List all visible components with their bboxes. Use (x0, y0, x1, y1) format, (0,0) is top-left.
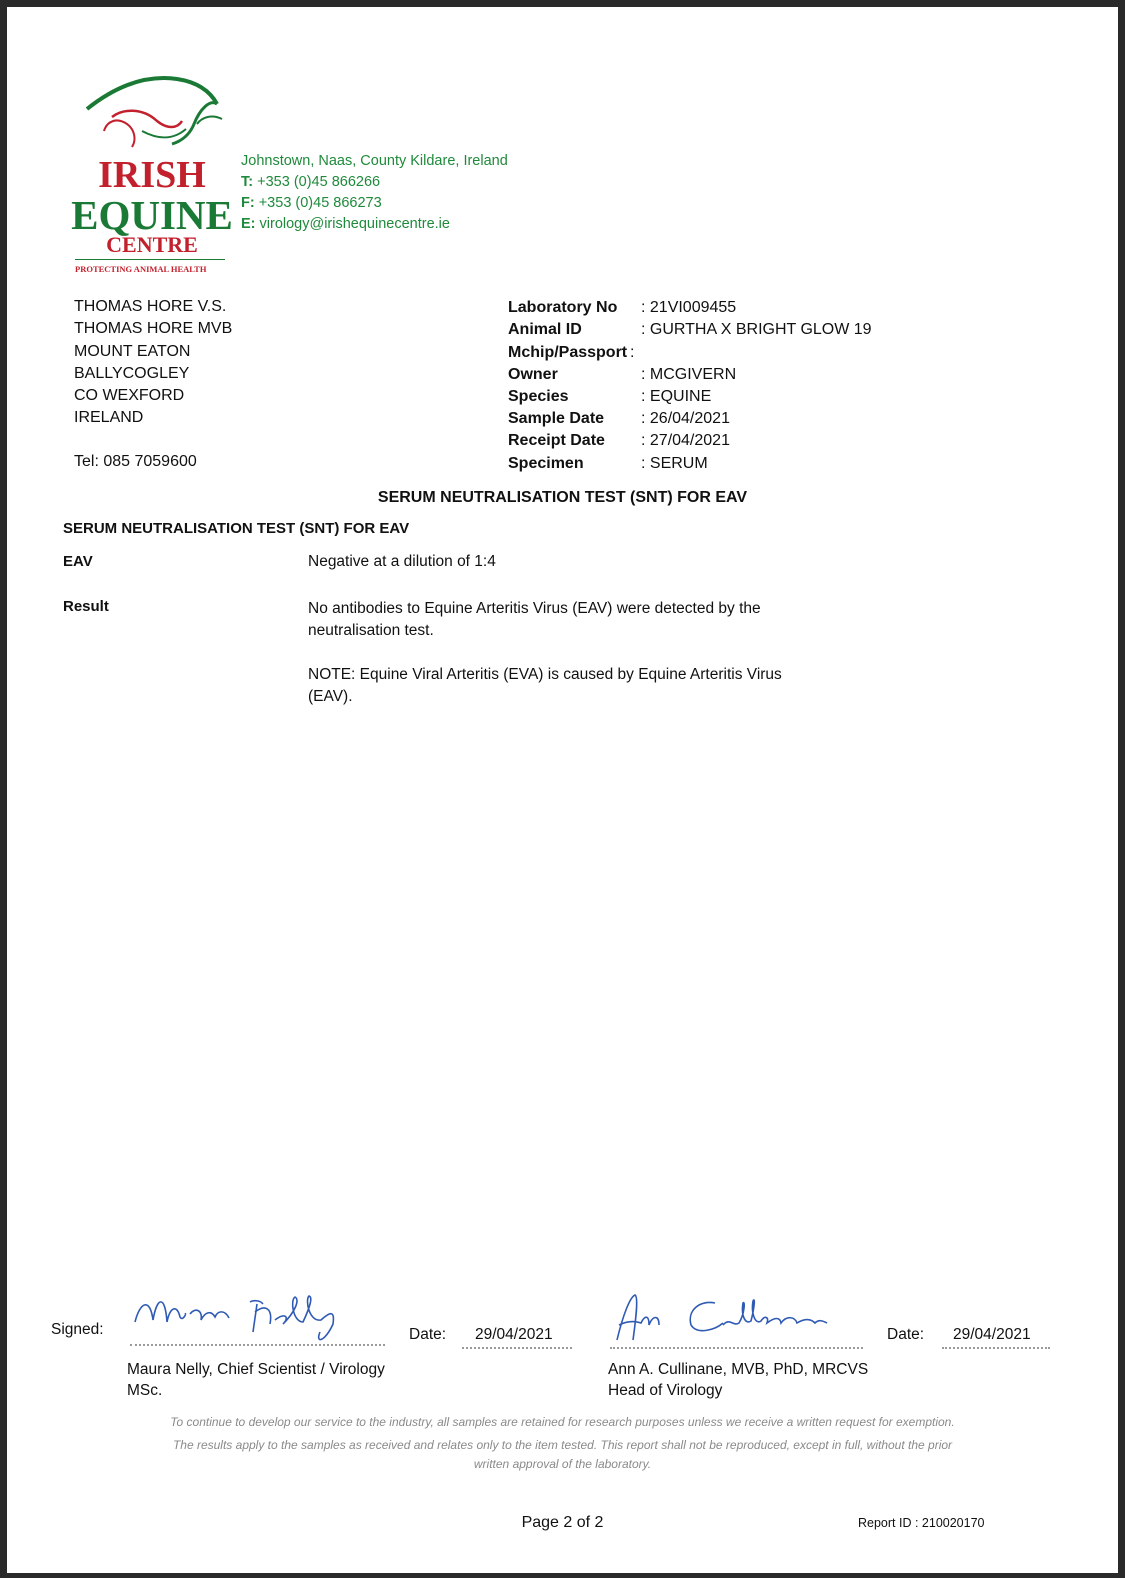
eav-label: EAV (63, 553, 93, 570)
logo-divider (75, 259, 225, 260)
lab-info-label: Laboratory No (508, 299, 618, 316)
result-label: Result (63, 598, 109, 615)
note-text (308, 664, 782, 708)
result-line: No antibodies to Equine Arteritis Virus (EAV) were detected by the (308, 600, 761, 617)
lab-info-label: Owner (508, 366, 558, 383)
contact-phone: T: +353 (0)45 866266 (241, 174, 381, 190)
date-left-value: 29/04/2021 (475, 1326, 553, 1343)
test-section-title: SERUM NEUTRALISATION TEST (SNT) FOR EAV (63, 520, 410, 537)
recipient-line: THOMAS HORE MVB (74, 320, 233, 338)
report-id: Report ID : 210020170 (858, 1516, 985, 1530)
lab-info-value: : (630, 344, 635, 361)
lab-info-value: : GURTHA X BRIGHT GLOW 19 (641, 321, 872, 338)
lab-info-value: : 26/04/2021 (641, 410, 730, 427)
document-page (7, 7, 1118, 1573)
contact-email[interactable]: E: virology@irishequinecentre.ie (241, 216, 450, 232)
date-right-value: 29/04/2021 (953, 1326, 1031, 1343)
test-main-title: SERUM NEUTRALISATION TEST (SNT) FOR EAV (377, 489, 748, 506)
signatory-left-name: Maura Nelly, Chief Scientist / Virology (127, 1361, 385, 1378)
contact-address: Johnstown, Naas, County Kildare, Ireland (241, 153, 508, 169)
lab-info-label: Mchip/Passport (508, 344, 628, 361)
lab-info-value: : 27/04/2021 (641, 432, 730, 449)
note-line: NOTE: Equine Viral Arteritis (EVA) is caused by Equine Arteritis Virus (308, 666, 782, 683)
date-right-line (942, 1347, 1050, 1349)
signature-right-line (610, 1347, 863, 1349)
signature-right-image (605, 1285, 845, 1350)
lab-info-value: : EQUINE (641, 388, 712, 405)
date-left-label: Date: (409, 1326, 447, 1343)
date-right-label: Date: (887, 1326, 925, 1343)
disclaimer-results: The results apply to the samples as received and relates only to the item tested. This report shall not be reproduced, except in full, without the prior (172, 1438, 953, 1452)
lab-info-label: Receipt Date (508, 432, 605, 449)
eav-value: Negative at a dilution of 1:4 (308, 553, 496, 570)
page-number: Page 2 of 2 (521, 1514, 604, 1531)
logo-word-irish: IRISH (98, 154, 206, 196)
lab-info-label: Animal ID (508, 321, 582, 338)
recipient-tel: Tel: 085 7059600 (74, 453, 197, 470)
recipient-line: IRELAND (74, 409, 144, 427)
recipient-address (74, 296, 232, 430)
logo-word-equine: EQUINE (71, 192, 233, 238)
contact-block (241, 151, 508, 235)
horse-logo-icon (82, 69, 232, 149)
result-text (308, 598, 761, 642)
disclaimer-retention: To continue to develop our service to the industry, all samples are retained for research purposes unless we receive a written request for exemption. (170, 1415, 955, 1429)
signatory-left (127, 1359, 385, 1401)
lab-info-label: Specimen (508, 455, 584, 472)
signatory-right-name: Ann A. Cullinane, MVB, PhD, MRCVS (608, 1361, 869, 1378)
recipient-line: MOUNT EATON (74, 342, 191, 360)
note-line: (EAV). (308, 688, 353, 705)
lab-info-value: : MCGIVERN (641, 366, 737, 383)
result-line: neutralisation test. (308, 622, 434, 639)
recipient-line: BALLYCOGLEY (74, 364, 190, 382)
signatory-right (608, 1359, 868, 1401)
lab-info-value: : 21VI009455 (641, 299, 737, 316)
lab-info-label: Species (508, 388, 569, 405)
contact-fax: F: +353 (0)45 866273 (241, 195, 382, 211)
lab-info-value: : SERUM (641, 455, 708, 472)
signatory-left-title: MSc. (127, 1382, 163, 1399)
signature-left-image (125, 1282, 365, 1352)
recipient-line: THOMAS HORE V.S. (74, 298, 227, 315)
lab-info-label: Sample Date (508, 410, 605, 427)
disclaimer-results-cont: written approval of the laboratory. (473, 1457, 652, 1471)
signatory-right-title: Head of Virology (608, 1382, 723, 1399)
logo-word-centre: CENTRE (106, 232, 198, 257)
date-left-line (462, 1347, 572, 1349)
logo-tagline: PROTECTING ANIMAL HEALTH (75, 264, 207, 274)
signed-label: Signed: (51, 1321, 104, 1338)
signature-left-line (130, 1344, 385, 1346)
recipient-line: CO WEXFORD (74, 387, 185, 405)
